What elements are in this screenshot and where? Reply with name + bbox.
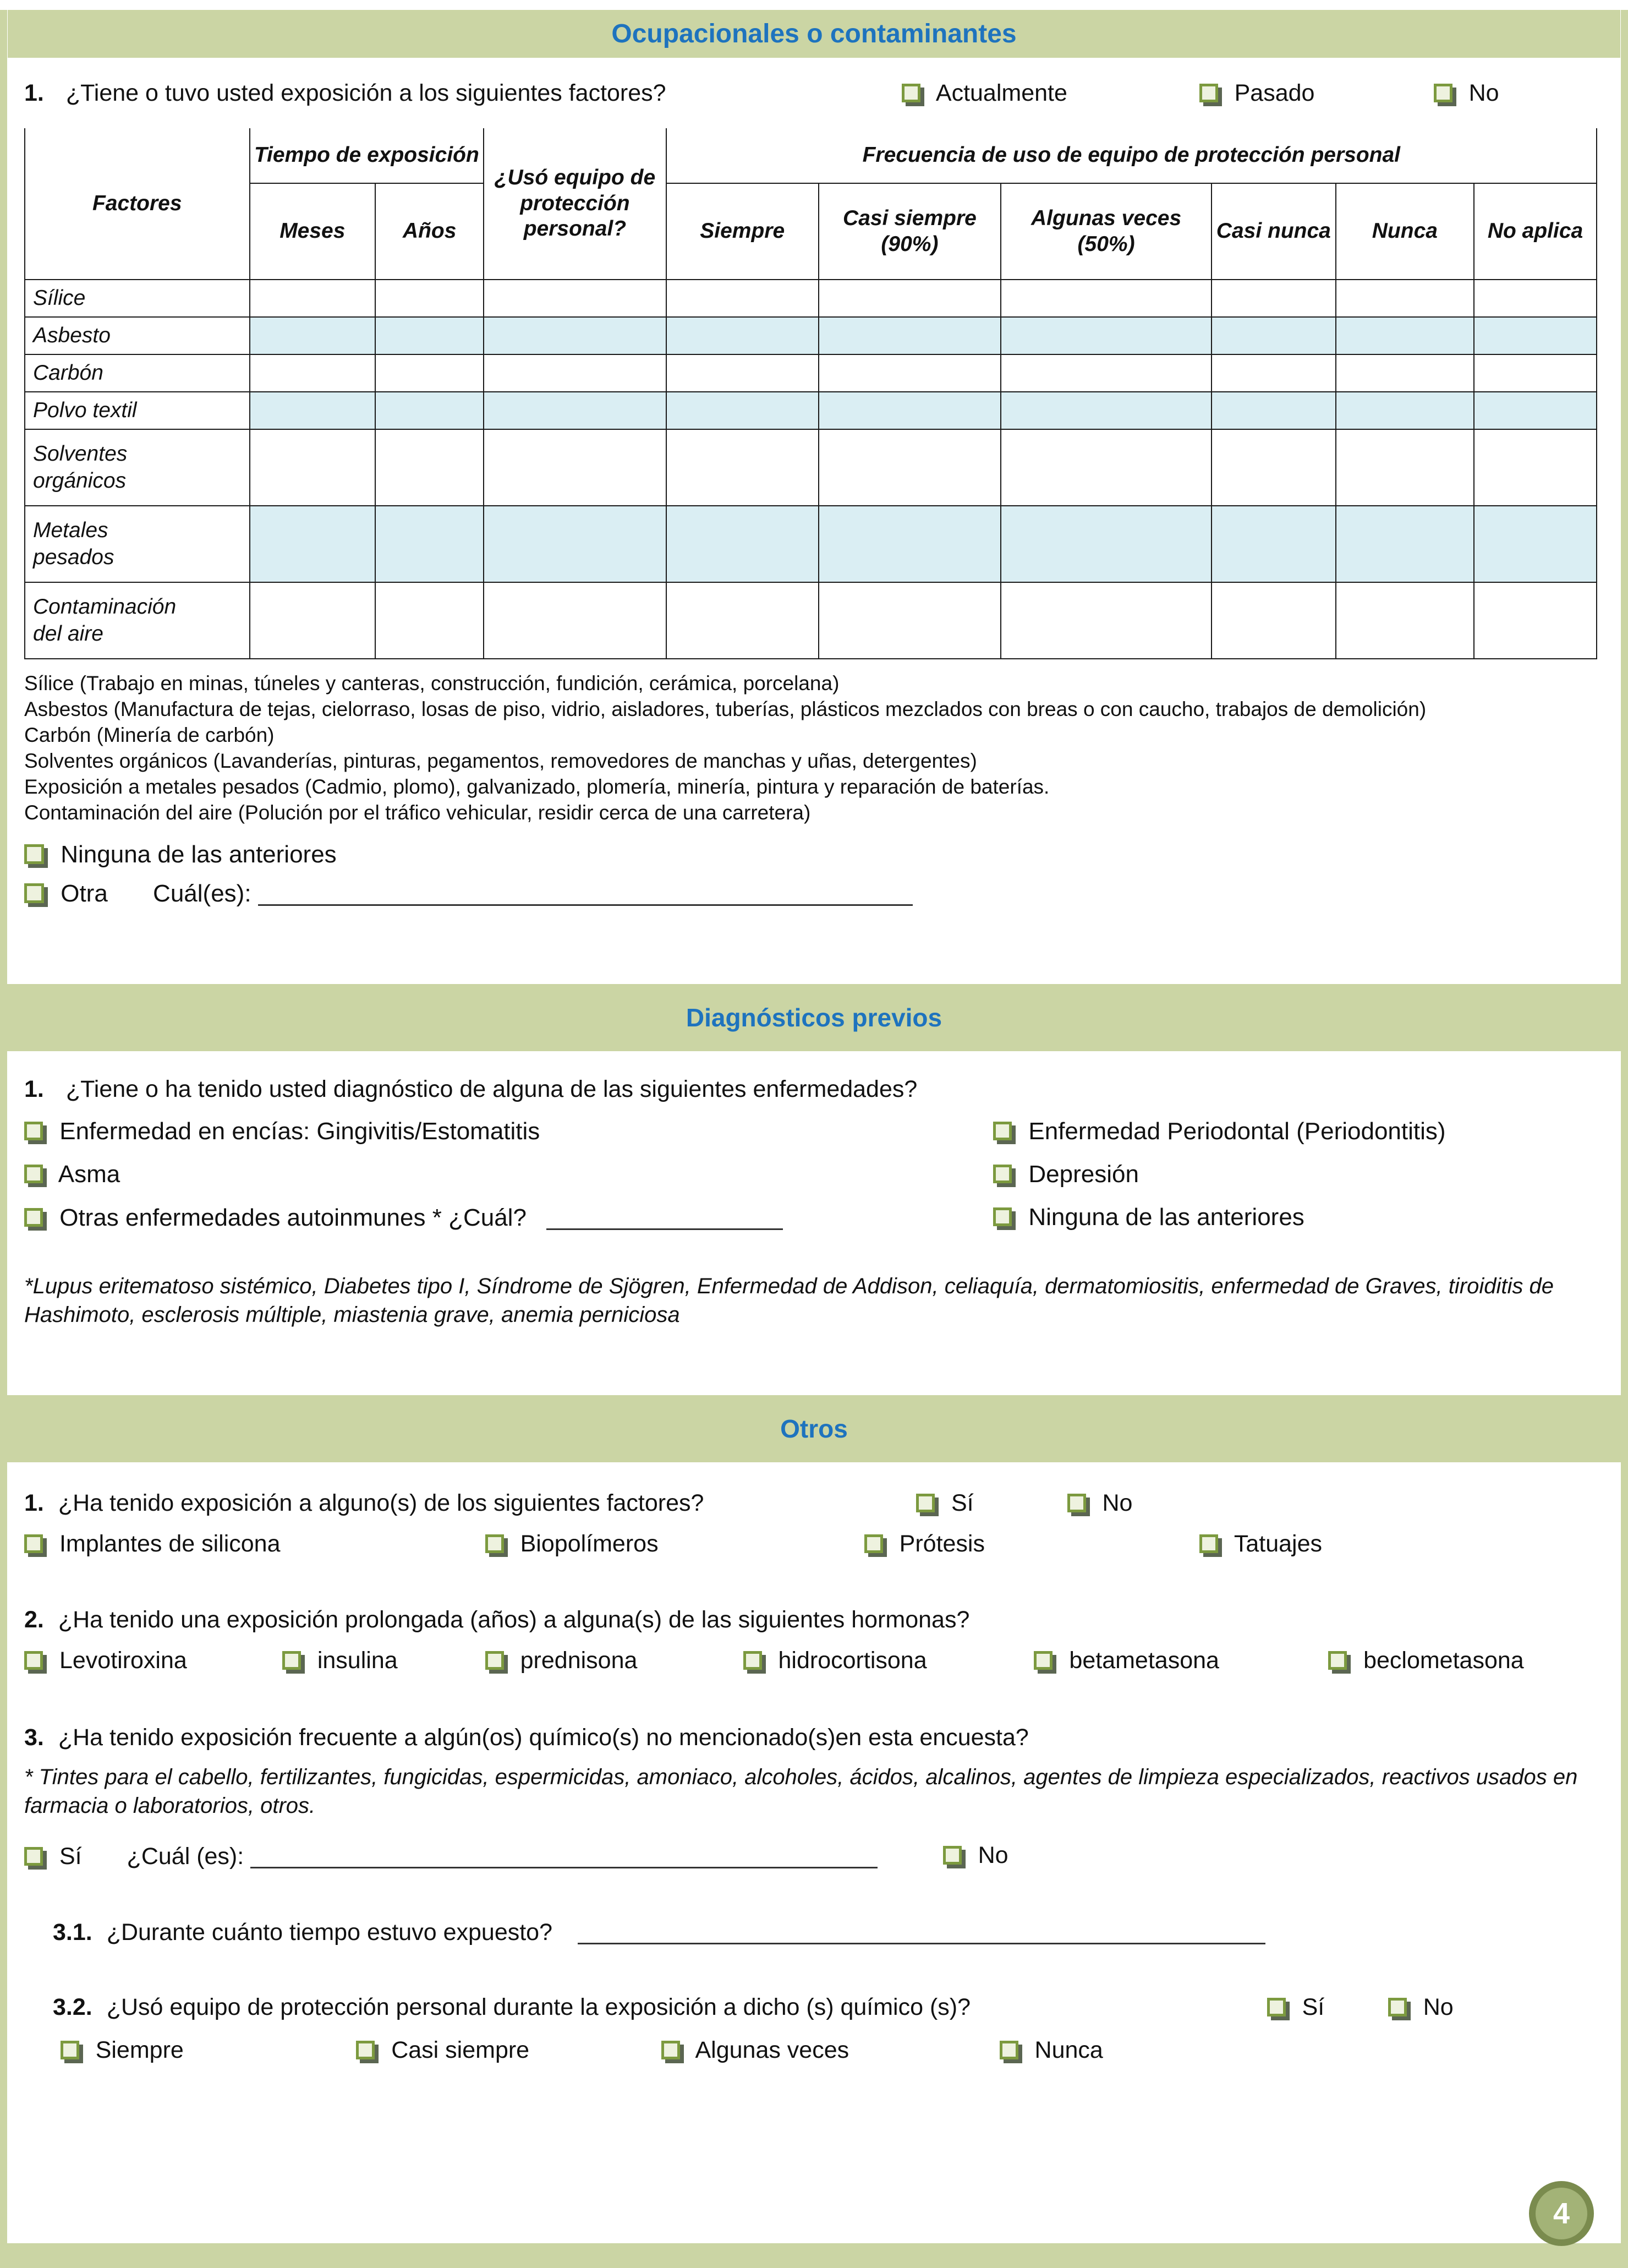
option-algunas-veces[interactable] bbox=[661, 2037, 849, 2064]
diagnosticos-question-1 bbox=[24, 1076, 1597, 1108]
exposure-cell[interactable] bbox=[1336, 280, 1474, 317]
option-label: Sí bbox=[59, 1843, 82, 1870]
option-label: Enfermedad Periodontal (Periodontitis) bbox=[1028, 1118, 1446, 1145]
checkbox-icon[interactable] bbox=[1328, 1651, 1347, 1670]
checkbox-icon[interactable] bbox=[24, 1165, 43, 1183]
option-q3-si[interactable] bbox=[24, 1843, 82, 1870]
section-header-otros: Otros bbox=[0, 1395, 1628, 1462]
question-text: ¿Usó equipo de protección personal durante la exposición a dicho (s) químico (s)? bbox=[106, 1994, 971, 2020]
otra-cual-label: Cuál(es): bbox=[153, 880, 251, 907]
column-header-equipo: ¿Usó equipo de protección personal? bbox=[484, 128, 666, 280]
column-header-factores: Factores bbox=[25, 128, 250, 280]
option-biopolimeros[interactable] bbox=[485, 1531, 659, 1557]
option-actualmente[interactable] bbox=[902, 80, 1067, 107]
column-group-tiempo: Tiempo de exposición bbox=[250, 128, 484, 183]
option-betametasona[interactable] bbox=[1034, 1647, 1219, 1674]
exposure-cell[interactable] bbox=[819, 280, 1001, 317]
exposure-cell[interactable] bbox=[1212, 317, 1336, 354]
checkbox-icon[interactable] bbox=[1034, 1651, 1053, 1670]
exposure-cell[interactable] bbox=[484, 506, 666, 582]
question-number: 1. bbox=[24, 1076, 44, 1102]
exposure-cell[interactable] bbox=[819, 354, 1001, 392]
option-label: Otras enfermedades autoinmunes * ¿Cuál? bbox=[59, 1204, 527, 1231]
exposure-cell[interactable] bbox=[666, 280, 819, 317]
exposure-cell[interactable] bbox=[250, 280, 376, 317]
checkbox-icon[interactable] bbox=[356, 2041, 375, 2059]
q3-1-duration-field[interactable] bbox=[578, 1922, 1265, 1944]
factor-label: Carbón bbox=[25, 354, 250, 392]
exposure-cell[interactable] bbox=[1336, 582, 1474, 659]
exposure-cell[interactable] bbox=[375, 280, 484, 317]
question-number: 1. bbox=[24, 80, 44, 106]
exposure-cell[interactable] bbox=[375, 582, 484, 659]
option-label: Asma bbox=[58, 1161, 120, 1188]
exposure-cell[interactable] bbox=[1474, 392, 1597, 429]
autoinmune-cual-field[interactable] bbox=[546, 1208, 783, 1230]
footnote-contaminacion: Contaminación del aire (Polución por el tráfico vehicular, residir cerca de una carretera) bbox=[24, 801, 811, 824]
checkbox-icon[interactable] bbox=[24, 883, 44, 903]
question-number: 1. bbox=[24, 1490, 44, 1516]
column-header-algunas-veces: Algunas veces (50%) bbox=[1001, 183, 1212, 280]
question-text: ¿Ha tenido exposición frecuente a algún(os) químico(s) no mencionado(s)en esta encuesta? bbox=[58, 1724, 1029, 1751]
checkbox-icon[interactable] bbox=[24, 1122, 43, 1140]
exposure-cell[interactable] bbox=[484, 582, 666, 659]
column-header-no-aplica: No aplica bbox=[1474, 183, 1597, 280]
exposure-footnotes bbox=[24, 670, 1597, 826]
footnote-asbestos: Asbestos (Manufactura de tejas, cielorraso, losas de piso, vidrio, aisladores, tuberías, plásticos mezclados con breas o con caucho, trabajos de demolición) bbox=[24, 698, 1427, 720]
checkbox-icon[interactable] bbox=[1067, 1494, 1086, 1512]
exposure-cell[interactable] bbox=[666, 506, 819, 582]
exposure-cell[interactable] bbox=[1474, 582, 1597, 659]
question-3-1 bbox=[24, 1918, 1597, 1951]
column-header-siempre: Siempre bbox=[666, 183, 819, 280]
option-otra bbox=[24, 879, 1597, 912]
option-label: Sí bbox=[951, 1490, 974, 1516]
exposure-cell[interactable] bbox=[1212, 506, 1336, 582]
option-hidrocortisona[interactable] bbox=[743, 1647, 927, 1674]
option-gingivitis[interactable] bbox=[24, 1118, 540, 1145]
option-label: No bbox=[1468, 80, 1499, 106]
footnote-metales: Exposición a metales pesados (Cadmio, plomo), galvanizado, plomería, minería, pintura y reparación de baterías. bbox=[24, 775, 1050, 798]
exposure-cell[interactable] bbox=[250, 429, 376, 506]
option-beclometasona[interactable] bbox=[1328, 1647, 1524, 1674]
exposure-cell[interactable] bbox=[1001, 317, 1212, 354]
exposure-cell[interactable] bbox=[1474, 317, 1597, 354]
exposure-cell[interactable] bbox=[819, 506, 1001, 582]
checkbox-icon[interactable] bbox=[1267, 1998, 1286, 2016]
page-number: 4 bbox=[1553, 2197, 1570, 2230]
option-label: Enfermedad en encías: Gingivitis/Estomatitis bbox=[59, 1118, 540, 1145]
exposure-cell[interactable] bbox=[375, 354, 484, 392]
q3-cual-field[interactable] bbox=[250, 1846, 878, 1868]
section-header-ocupacionales: Ocupacionales o contaminantes bbox=[8, 10, 1620, 58]
checkbox-icon[interactable] bbox=[1000, 2041, 1018, 2059]
checkbox-icon[interactable] bbox=[993, 1122, 1012, 1140]
factor-row bbox=[25, 582, 1597, 659]
option-siempre[interactable] bbox=[61, 2037, 184, 2064]
checkbox-icon[interactable] bbox=[24, 1208, 43, 1227]
otros-q1-options bbox=[24, 1531, 1597, 1564]
footnote-carbon: Carbón (Minería de carbón) bbox=[24, 724, 275, 746]
occupational-question-1 bbox=[24, 80, 1597, 112]
exposure-cell[interactable] bbox=[1212, 280, 1336, 317]
question-text: ¿Ha tenido exposición a alguno(s) de los siguientes factores? bbox=[58, 1490, 704, 1516]
column-header-meses: Meses bbox=[250, 183, 376, 280]
exposure-cell[interactable] bbox=[484, 429, 666, 506]
q3-answer-line bbox=[24, 1842, 1597, 1875]
option-ninguna-anteriores-diagnosticos[interactable] bbox=[993, 1204, 1304, 1231]
factor-label: Sílice bbox=[25, 280, 250, 317]
option-label: insulina bbox=[317, 1647, 398, 1674]
question-number: 3.2. bbox=[53, 1994, 92, 2020]
checkbox-icon[interactable] bbox=[902, 84, 920, 102]
exposure-cell[interactable] bbox=[1336, 317, 1474, 354]
option-label: beclometasona bbox=[1363, 1647, 1524, 1674]
option-label: No bbox=[1102, 1490, 1133, 1516]
column-header-anios: Años bbox=[375, 183, 484, 280]
option-depresion[interactable] bbox=[993, 1161, 1139, 1188]
column-group-frecuencia: Frecuencia de uso de equipo de protección personal bbox=[666, 128, 1597, 183]
option-label: No bbox=[1423, 1994, 1454, 2020]
diagnosticos-row-3 bbox=[24, 1204, 1597, 1237]
factor-label: Asbesto bbox=[25, 317, 250, 354]
exposure-cell[interactable] bbox=[1336, 354, 1474, 392]
option-label: betametasona bbox=[1069, 1647, 1219, 1674]
exposure-cell[interactable] bbox=[250, 582, 376, 659]
option-ninguna-anteriores-occupational[interactable] bbox=[24, 841, 1597, 874]
exposure-cell[interactable] bbox=[375, 317, 484, 354]
option-label: Levotiroxina bbox=[59, 1647, 187, 1674]
checkbox-icon[interactable] bbox=[24, 1534, 43, 1553]
exposure-cell[interactable] bbox=[1474, 429, 1597, 506]
exposure-cell[interactable] bbox=[666, 317, 819, 354]
checkbox-icon[interactable] bbox=[24, 1847, 43, 1866]
autoinmunes-footnote: *Lupus eritematoso sistémico, Diabetes tipo I, Síndrome de Sjögren, Enfermedad de Addison, celiaquía, dermatomiositis, enfermedad de Graves, tiroiditis de Hashimoto, esclerosis múltiple, miastenia grave, anemia perniciosa bbox=[24, 1274, 1554, 1327]
question-text: ¿Ha tenido una exposición prolongada (años) a alguna(s) de las siguientes hormonas? bbox=[58, 1606, 970, 1633]
option-nunca[interactable] bbox=[1000, 2037, 1103, 2064]
otros-question-3 bbox=[24, 1724, 1597, 1756]
option-levotiroxina[interactable] bbox=[24, 1647, 187, 1674]
column-header-nunca: Nunca bbox=[1336, 183, 1474, 280]
question-number: 3. bbox=[24, 1724, 44, 1751]
exposure-cell[interactable] bbox=[1001, 429, 1212, 506]
q3-note: * Tintes para el cabello, fertilizantes, fungicidas, espermicidas, amoniaco, alcoholes, ácidos, alcalinos, agentes de limpieza especializados, reactivos usados en farmacia o laboratorios, otros. bbox=[24, 1765, 1578, 1818]
otra-cual-field[interactable] bbox=[258, 884, 913, 906]
option-label: Ninguna de las anteriores bbox=[1028, 1204, 1304, 1231]
otros-question-2 bbox=[24, 1606, 1597, 1638]
page-footer-bar bbox=[0, 2243, 1628, 2268]
checkbox-icon[interactable] bbox=[24, 844, 44, 864]
exposure-cell[interactable] bbox=[484, 317, 666, 354]
exposure-cell[interactable] bbox=[1001, 280, 1212, 317]
exposure-cell[interactable] bbox=[1212, 582, 1336, 659]
factor-label: Polvo textil bbox=[25, 392, 250, 429]
factor-row bbox=[25, 354, 1597, 392]
exposure-cell[interactable] bbox=[484, 392, 666, 429]
exposure-cell[interactable] bbox=[1001, 506, 1212, 582]
option-label: Implantes de silicona bbox=[59, 1531, 281, 1557]
section-header-diagnosticos: Diagnósticos previos bbox=[0, 984, 1628, 1051]
exposure-cell[interactable] bbox=[666, 392, 819, 429]
checkbox-icon[interactable] bbox=[24, 1651, 43, 1670]
diagnosticos-row-2 bbox=[24, 1161, 1597, 1194]
option-label: Depresión bbox=[1028, 1161, 1139, 1188]
checkbox-icon[interactable] bbox=[943, 1846, 962, 1865]
factor-row bbox=[25, 280, 1597, 317]
factor-label: Contaminación del aire bbox=[25, 582, 250, 659]
option-no[interactable] bbox=[1434, 80, 1499, 107]
option-label: Prótesis bbox=[899, 1531, 985, 1557]
option-protesis[interactable] bbox=[864, 1531, 985, 1557]
exposure-cell[interactable] bbox=[375, 429, 484, 506]
exposure-cell[interactable] bbox=[1212, 354, 1336, 392]
checkbox-icon[interactable] bbox=[1388, 1998, 1407, 2016]
factor-row bbox=[25, 429, 1597, 506]
exposure-cell[interactable] bbox=[819, 392, 1001, 429]
factor-row bbox=[25, 392, 1597, 429]
exposure-cell[interactable] bbox=[1474, 506, 1597, 582]
exposure-cell[interactable] bbox=[1336, 429, 1474, 506]
column-header-casi-siempre: Casi siempre (90%) bbox=[819, 183, 1001, 280]
exposure-cell[interactable] bbox=[1336, 506, 1474, 582]
option-label: Tatuajes bbox=[1234, 1531, 1323, 1557]
exposure-cell[interactable] bbox=[250, 317, 376, 354]
question-text: ¿Tiene o tuvo usted exposición a los siguientes factores? bbox=[65, 80, 666, 106]
option-label: prednisona bbox=[520, 1647, 638, 1674]
page-number-badge bbox=[1529, 2181, 1594, 2246]
option-label: No bbox=[978, 1842, 1008, 1868]
table-header-groups bbox=[25, 128, 1597, 183]
option-autoinmunes[interactable] bbox=[24, 1204, 527, 1232]
questionnaire-page bbox=[0, 10, 1628, 2230]
q3-2-options bbox=[24, 2037, 1597, 2070]
exposure-cell[interactable] bbox=[1212, 429, 1336, 506]
exposure-cell[interactable] bbox=[250, 506, 376, 582]
exposure-cell[interactable] bbox=[819, 429, 1001, 506]
option-implantes-silicona[interactable] bbox=[24, 1531, 281, 1557]
option-prednisona[interactable] bbox=[485, 1647, 638, 1674]
option-otra-checkbox[interactable] bbox=[24, 880, 108, 908]
exposure-cell[interactable] bbox=[250, 392, 376, 429]
checkbox-icon[interactable] bbox=[864, 1534, 883, 1553]
factor-rows bbox=[25, 280, 1597, 659]
column-header-casi-nunca: Casi nunca bbox=[1212, 183, 1336, 280]
exposure-cell[interactable] bbox=[666, 354, 819, 392]
option-insulina[interactable] bbox=[282, 1647, 398, 1674]
exposure-cell[interactable] bbox=[1001, 392, 1212, 429]
diagnosticos-row-1 bbox=[24, 1118, 1597, 1151]
factor-label: Solventes orgánicos bbox=[25, 429, 250, 506]
option-q3-no[interactable] bbox=[943, 1842, 1008, 1869]
question-text: ¿Tiene o ha tenido usted diagnóstico de alguna de las siguientes enfermedades? bbox=[65, 1076, 918, 1102]
checkbox-icon[interactable] bbox=[282, 1651, 301, 1670]
option-q1-si[interactable] bbox=[916, 1490, 974, 1517]
exposure-cell[interactable] bbox=[375, 392, 484, 429]
option-asma[interactable] bbox=[24, 1161, 120, 1188]
footnote-solventes: Solventes orgánicos (Lavanderías, pinturas, pegamentos, removedores de manchas y uñas, detergentes) bbox=[24, 750, 977, 772]
checkbox-icon[interactable] bbox=[993, 1207, 1012, 1226]
q3-cual-label: ¿Cuál (es): bbox=[127, 1843, 244, 1870]
factor-label: Metales pesados bbox=[25, 506, 250, 582]
option-q1-no[interactable] bbox=[1067, 1490, 1133, 1517]
checkbox-icon[interactable] bbox=[1199, 1534, 1218, 1553]
exposure-cell[interactable] bbox=[819, 582, 1001, 659]
option-pasado[interactable] bbox=[1199, 80, 1315, 107]
checkbox-icon[interactable] bbox=[1434, 84, 1452, 102]
factor-row bbox=[25, 506, 1597, 582]
checkbox-icon[interactable] bbox=[743, 1651, 762, 1670]
checkbox-icon[interactable] bbox=[485, 1651, 504, 1670]
exposure-cell[interactable] bbox=[1474, 280, 1597, 317]
option-label: Ninguna de las anteriores bbox=[61, 841, 337, 868]
option-label: Biopolímeros bbox=[520, 1531, 659, 1557]
exposure-cell[interactable] bbox=[1001, 354, 1212, 392]
checkbox-icon[interactable] bbox=[993, 1165, 1012, 1183]
exposure-cell[interactable] bbox=[375, 506, 484, 582]
exposure-cell[interactable] bbox=[666, 429, 819, 506]
option-q3-2-no[interactable] bbox=[1388, 1994, 1454, 2021]
question-text: ¿Durante cuánto tiempo estuvo expuesto? bbox=[106, 1919, 553, 1945]
exposure-cell[interactable] bbox=[1336, 392, 1474, 429]
checkbox-icon[interactable] bbox=[61, 2041, 79, 2059]
option-q3-2-si[interactable] bbox=[1267, 1994, 1325, 2021]
option-label: Siempre bbox=[95, 2037, 184, 2063]
exposure-cell[interactable] bbox=[1474, 354, 1597, 392]
otros-q2-options bbox=[24, 1647, 1597, 1680]
exposure-cell[interactable] bbox=[1212, 392, 1336, 429]
factor-row bbox=[25, 317, 1597, 354]
option-label: Algunas veces bbox=[695, 2037, 849, 2063]
checkbox-icon[interactable] bbox=[485, 1534, 504, 1553]
checkbox-icon[interactable] bbox=[1199, 84, 1218, 102]
option-label: Pasado bbox=[1234, 80, 1315, 106]
exposure-cell[interactable] bbox=[250, 354, 376, 392]
option-casi-siempre[interactable] bbox=[356, 2037, 529, 2064]
option-label: Actualmente bbox=[935, 80, 1067, 106]
option-label: Nunca bbox=[1034, 2037, 1103, 2063]
option-label: Otra bbox=[61, 880, 108, 907]
exposure-cell[interactable] bbox=[819, 317, 1001, 354]
option-tatuajes[interactable] bbox=[1199, 1531, 1322, 1557]
question-3-2 bbox=[24, 1994, 1597, 2027]
option-label: hidrocortisona bbox=[778, 1647, 927, 1674]
table-header-columns bbox=[25, 183, 1597, 280]
checkbox-icon[interactable] bbox=[661, 2041, 680, 2059]
exposure-table bbox=[24, 128, 1597, 659]
exposure-cell[interactable] bbox=[484, 354, 666, 392]
exposure-cell[interactable] bbox=[1001, 582, 1212, 659]
option-periodontitis[interactable] bbox=[993, 1118, 1445, 1145]
question-number: 2. bbox=[24, 1606, 44, 1633]
option-label: Casi siempre bbox=[391, 2037, 530, 2063]
checkbox-icon[interactable] bbox=[916, 1494, 935, 1512]
footnote-silice: Sílice (Trabajo en minas, túneles y canteras, construcción, fundición, cerámica, porcelana) bbox=[24, 672, 840, 695]
exposure-cell[interactable] bbox=[484, 280, 666, 317]
question-number: 3.1. bbox=[53, 1919, 92, 1945]
option-label: Sí bbox=[1302, 1994, 1325, 2020]
otros-question-1 bbox=[24, 1490, 1597, 1522]
exposure-cell[interactable] bbox=[666, 582, 819, 659]
